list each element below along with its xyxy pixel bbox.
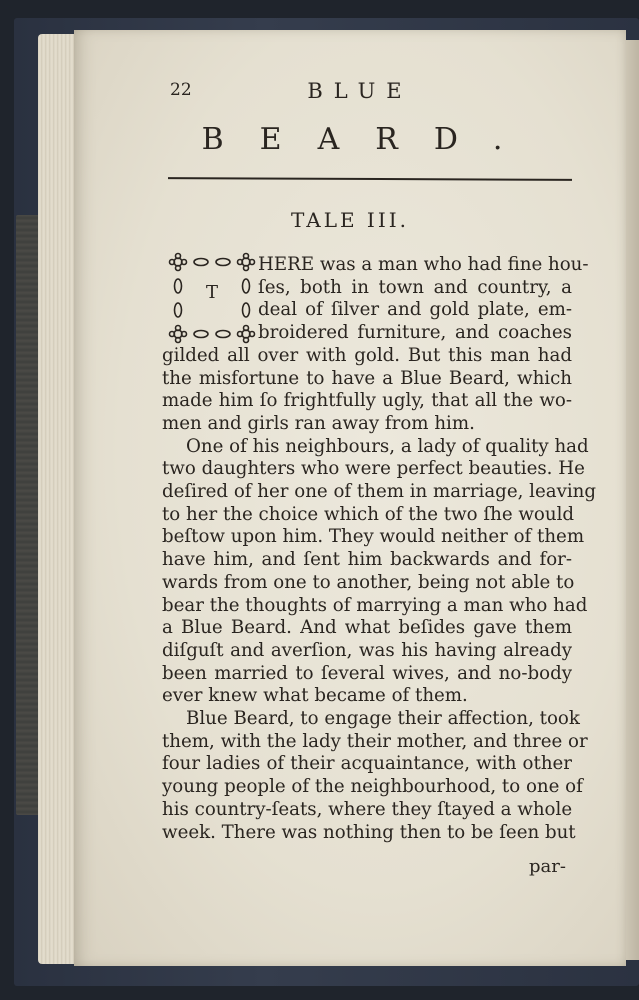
text-line: been married to ſeveral wives, and no-body [162, 662, 572, 684]
text-line: gilded all over with gold. But this man had [162, 344, 572, 366]
running-title-beard: BEARD. [201, 122, 539, 157]
text-line: his country-ſeats, where they ſtayed a whole [162, 798, 573, 820]
catchword: par- [529, 856, 566, 877]
text-line: beſtow upon him. They would neither of them [162, 526, 585, 548]
text-line: broidered furniture, and coaches [258, 322, 572, 344]
text-line: men and girls ran away from him. [162, 412, 475, 434]
text-line: four ladies of their acquaintance, with other [162, 753, 572, 775]
text-line: to her the choice which of the two ſhe would [162, 503, 575, 525]
text-line: wards from one to another, being not able to [162, 571, 575, 593]
text-line: diſguſt and averſion, was his having already [162, 639, 572, 661]
text-line: made him ſo frightfully ugly, that all the wo- [162, 390, 572, 412]
text-line: the misfortune to have a Blue Beard, which [162, 367, 572, 389]
tale-text [162, 254, 597, 844]
text-line: HERE was a man who had fine hou- [258, 254, 589, 275]
text-line: bear the thoughts of marrying a man who had [162, 594, 588, 616]
book-page [74, 30, 626, 966]
text-line: young people of the neighbourhood, to one of [162, 776, 583, 798]
page-number: 22 [170, 80, 192, 100]
text-line: ever knew what became of them. [162, 685, 468, 707]
drop-cap-letter: T [205, 282, 218, 303]
header-rule [168, 177, 572, 181]
right-page-edge [624, 40, 639, 960]
text-line: them, with the lady their mother, and three or [162, 730, 588, 752]
text-line: ſes, both in town and country, a [258, 276, 572, 298]
text-line: a Blue Beard. And what beſides gave them [162, 617, 572, 639]
text-line: Blue Beard, to engage their affection, took [186, 708, 580, 730]
text-line: two daughters who were perfect beauties. He [162, 458, 585, 480]
text-line: have him, and ſent him backwards and for- [162, 549, 572, 571]
text-line: One of his neighbours, a lady of quality had [186, 435, 589, 457]
text-line: deal of ſilver and gold plate, em- [258, 299, 572, 321]
text-line: deſired of her one of them in marriage, leaving [162, 481, 597, 503]
running-title-blue: BLUE [307, 79, 413, 103]
text-line: week. There was nothing then to be ſeen but [162, 821, 576, 843]
tale-heading: TALE III. [291, 208, 409, 232]
